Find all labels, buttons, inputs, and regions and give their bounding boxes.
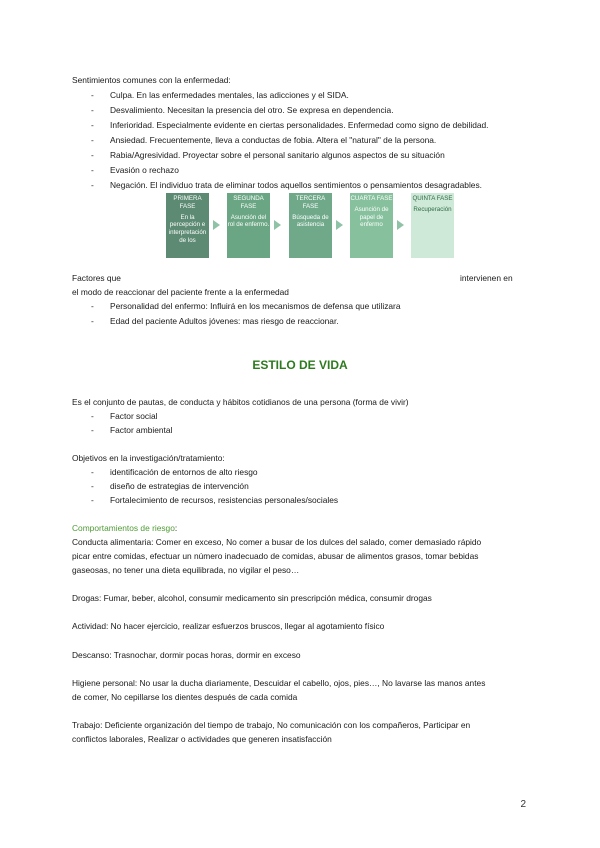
phase-box-1 [166, 193, 209, 258]
list-item: Factor social [110, 411, 158, 421]
bullet-dash: - [91, 135, 94, 145]
list-item: Factor ambiental [110, 425, 173, 435]
phase-box-4 [350, 193, 393, 258]
bullet-dash: - [91, 165, 94, 175]
phase-title: QUINTA FASE [412, 195, 453, 202]
bullet-dash: - [91, 90, 94, 100]
bullet-dash: - [91, 425, 94, 435]
phase-description: Recuperación [413, 205, 452, 213]
heading-factores-line2: el modo de reaccionar del paciente frente a la enfermedad [72, 287, 289, 297]
list-item: diseño de estrategias de intervención [110, 481, 249, 491]
list-item: Personalidad del enfermo: Influirá en los mecanismos de defensa que utilizara [110, 301, 401, 311]
phase-description: Asunción de papel de enfermo [354, 205, 389, 229]
bullet-dash: - [91, 481, 94, 491]
phase-title: TERCERA FASE [295, 195, 326, 210]
paragraph-line: Trabajo: Deficiente organización del tiempo de trabajo, No comunicación con los compañeros, Participar en [72, 720, 471, 730]
heading-sentimientos: Sentimientos comunes con la enfermedad: [72, 75, 231, 85]
paragraph-line: Conducta alimentaria: Comer en exceso, No comer a busar de los dulces del salado, comer demasiado rápido [72, 537, 482, 547]
heading-comportamientos-text: Comportamientos de riesgo [72, 523, 175, 533]
paragraph-line: Higiene personal: No usar la ducha diariamente, Descuidar el cabello, ojos, pies…, No lavarse las manos antes [72, 678, 486, 688]
phase-description: Búsqueda de asistencia [292, 213, 329, 229]
paragraph-line: de comer, No cepillarse los dientes después de cada comida [72, 692, 298, 702]
paragraph-line: conflictos laborales, Realizar o actividades que generen insatisfacción [72, 734, 332, 744]
arrow-right-icon [213, 220, 220, 230]
phase-title: SEGUNDA FASE [233, 195, 264, 210]
list-item: Ansiedad. Frecuentemente, lleva a conductas de fobia. Altera el "natural" de la persona. [110, 135, 437, 145]
bullet-dash: - [91, 411, 94, 421]
phase-title: PRIMERA FASE [173, 195, 202, 210]
list-item: Culpa. En las enfermedades mentales, las adicciones y el SIDA. [110, 90, 349, 100]
list-item: Fortalecimiento de recursos, resistencias personales/sociales [110, 495, 339, 505]
section-title: ESTILO DE VIDA [252, 358, 348, 372]
phase-box-3 [289, 193, 332, 258]
paragraph-actividad: Actividad: No hacer ejercicio, realizar esfuerzos bruscos, llegar al agotamiento físico [72, 621, 385, 631]
arrow-right-icon [397, 220, 404, 230]
phase-description: En la percepción e interpretación de los [168, 213, 207, 244]
heading-colon: : [174, 523, 178, 533]
bullet-dash: - [91, 180, 94, 190]
bullet-dash: - [91, 150, 94, 160]
paragraph-descanso: Descanso: Trasnochar, dormir pocas horas, dormir en exceso [72, 650, 301, 660]
phase-title: CUARTA FASE [350, 195, 393, 202]
list-item: identificación de entornos de alto riesgo [110, 467, 258, 477]
page-number: 2 [520, 799, 526, 810]
list-item: Inferioridad. Especialmente evidente en ciertas personalidades. Enfermedad como signo de debilidad. [110, 120, 489, 130]
heading-comportamientos [72, 523, 177, 534]
intro-paragraph: Es el conjunto de pautas, de conducta y hábitos cotidianos de una persona (forma de vivir) [72, 397, 409, 407]
list-item: Negación. El individuo trata de eliminar todos aquellos sentimientos o pensamientos desagradables. [110, 180, 482, 190]
bullet-dash: - [91, 105, 94, 115]
paragraph-drogas: Drogas: Fumar, beber, alcohol, consumir medicamento sin prescripción médica, consumir drogas [72, 593, 432, 603]
bullet-dash: - [91, 495, 94, 505]
phase-box-5 [411, 193, 454, 258]
bullet-dash: - [91, 467, 94, 477]
list-item: Edad del paciente Adultos jóvenes: mas riesgo de reaccionar. [110, 316, 339, 326]
bullet-dash: - [91, 120, 94, 130]
bullet-dash: - [91, 301, 94, 311]
arrow-right-icon [336, 220, 343, 230]
phase-box-2 [227, 193, 270, 258]
list-item: Rabia/Agresividad. Proyectar sobre el personal sanitario algunos aspectos de su situación [110, 150, 445, 160]
bullet-dash: - [91, 316, 94, 326]
heading-factores-left: Factores que [72, 273, 121, 283]
heading-objetivos: Objetivos en la investigación/tratamiento: [72, 453, 225, 463]
arrow-right-icon [274, 220, 281, 230]
list-item: Evasión o rechazo [110, 165, 179, 175]
list-item: Desvalimiento. Necesitan la presencia del otro. Se expresa en dependencia. [110, 105, 394, 115]
paragraph-line: picar entre comidas, efectuar un número inadecuado de comidas, abusar de alimentos grasos, tomar bebidas [72, 551, 479, 561]
heading-factores-right: intervienen en [460, 273, 513, 283]
paragraph-line: gaseosas, no tener una dieta equilibrada, no vigilar el peso… [72, 565, 300, 575]
phase-description: Asunción del rol de enfermo. [227, 213, 270, 229]
